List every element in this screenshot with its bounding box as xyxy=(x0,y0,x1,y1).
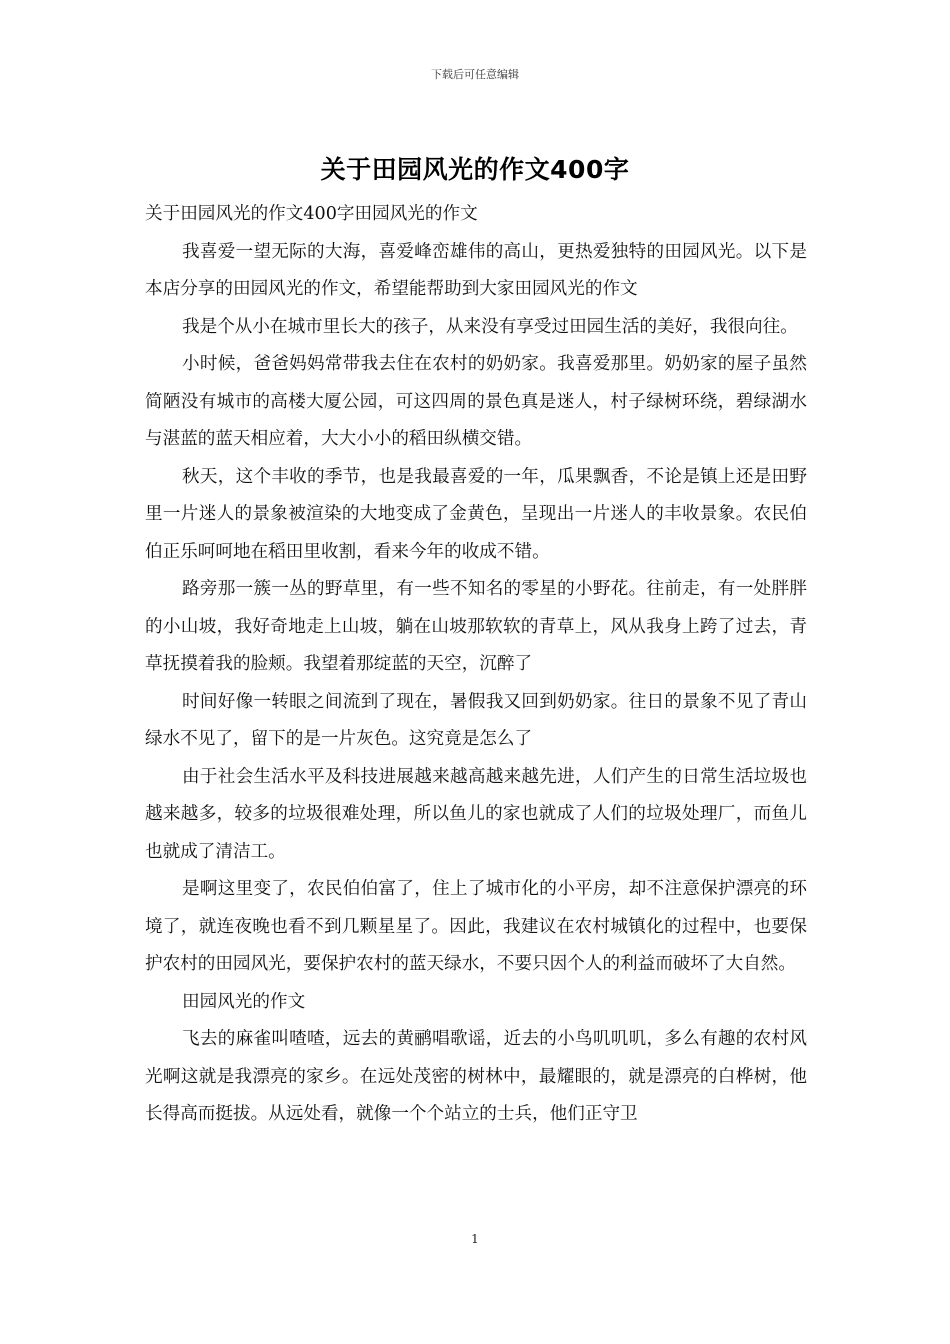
paragraph: 我喜爱一望无际的大海，喜爱峰峦雄伟的高山，更热爱独特的田园风光。以下是本店分享的田园风光的作文，希望能帮助到大家田园风光的作文 xyxy=(145,241,807,299)
document-body xyxy=(145,196,807,1134)
paragraph: 时间好像一转眼之间流到了现在，暑假我又回到奶奶家。往日的景象不见了青山绿水不见了，留下的是一片灰色。这究竟是怎么了 xyxy=(145,691,807,749)
paragraph: 飞去的麻雀叫喳喳，远去的黄鹂唱歌谣，近去的小鸟叽叽叽，多么有趣的农村风光啊这就是我漂亮的家乡。在远处茂密的树林中，最耀眼的，就是漂亮的白桦树，他长得高而挺拔。从远处看，就像一个个站立的士兵，他们正守卫 xyxy=(145,1029,807,1124)
paragraph: 小时候，爸爸妈妈常带我去住在农村的奶奶家。我喜爱那里。奶奶家的屋子虽然简陋没有城市的高楼大厦公园，可这四周的景色真是迷人，村子绿树环绕，碧绿湖水与湛蓝的蓝天相应着，大大小小的稻田纵横交错。 xyxy=(145,354,807,449)
section-heading: 田园风光的作文 xyxy=(182,991,306,1012)
document-title: 关于田园风光的作文400字 xyxy=(320,155,630,184)
paragraph: 路旁那一簇一丛的野草里，有一些不知名的零星的小野花。往前走，有一处胖胖的小山坡，我好奇地走上山坡，躺在山坡那软软的青草上，风从我身上跨了过去，青草抚摸着我的脸颊。我望着那绽蓝的天空，沉醉了 xyxy=(145,579,807,674)
paragraph: 由于社会生活水平及科技进展越来越高越来越先进，人们产生的日常生活垃圾也越来越多，较多的垃圾很难处理，所以鱼儿的家也就成了人们的垃圾处理厂，而鱼儿也就成了清洁工。 xyxy=(145,766,807,862)
header-note: 下载后可任意编辑 xyxy=(431,68,519,81)
paragraph: 秋天，这个丰收的季节，也是我最喜爱的一年，瓜果飘香，不论是镇上还是田野里一片迷人的景象被渲染的大地变成了金黄色，呈现出一片迷人的丰收景象。农民伯伯正乐呵呵地在稻田里收割，看来今年的收成不错。 xyxy=(145,466,807,562)
paragraph: 我是个从小在城市里长大的孩子，从来没有享受过田园生活的美好，我很向往。 xyxy=(182,316,798,337)
paragraph-subtitle: 关于田园风光的作文400字田园风光的作文 xyxy=(145,204,478,224)
paragraph: 是啊这里变了，农民伯伯富了，住上了城市化的小平房，却不注意保护漂亮的环境了，就连夜晚也看不到几颗星星了。因此，我建议在农村城镇化的过程中，也要保护农村的田园风光，要保护农村的蓝天绿水，不要只因个人的利益而破坏了大自然。 xyxy=(145,879,807,974)
page-number: 1 xyxy=(471,1232,479,1246)
